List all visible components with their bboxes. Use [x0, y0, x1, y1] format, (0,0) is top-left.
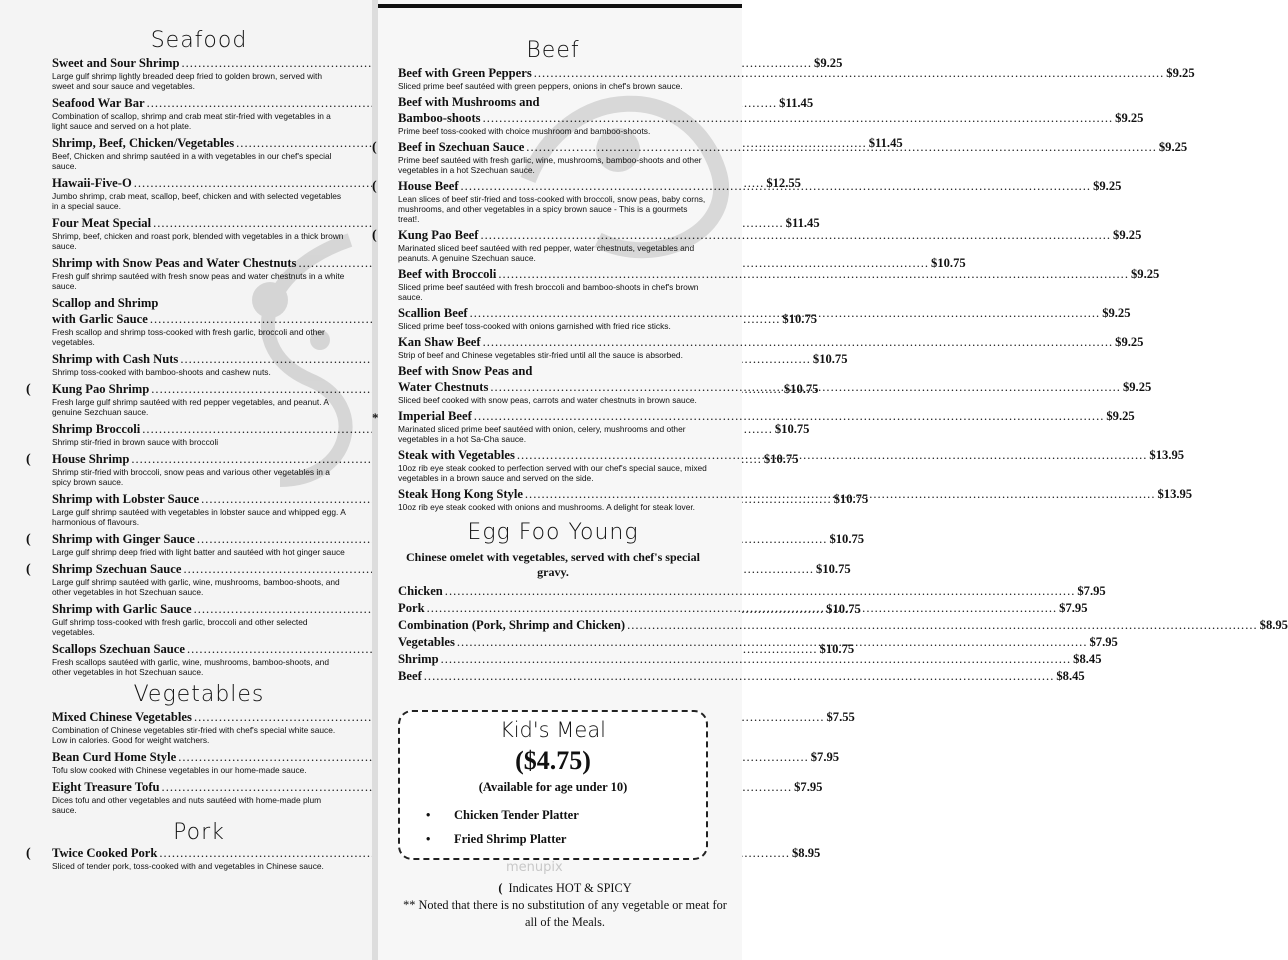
kids-meal-note: (Available for age under 10) [478, 780, 628, 794]
dot-leader [490, 380, 1121, 395]
item-price: $10.75 [833, 492, 869, 506]
item-name: Vegetables [398, 635, 455, 649]
item-price: $9.25 [1166, 66, 1195, 80]
item-price: $10.75 [774, 422, 810, 436]
dot-leader [483, 111, 1114, 126]
footer-notes [398, 880, 732, 931]
item-description: Sliced beef cooked with snow peas, carrots and water chestnuts in brown sauce. [398, 395, 697, 405]
kids-meal-box [398, 710, 708, 860]
kids-meal-price: ($4.75) [515, 746, 591, 775]
star-icon: * [372, 410, 379, 425]
item-description: Sliced of tender pork, toss-cooked with and vegetables in Chinese sauce. [52, 861, 324, 871]
item-name: with Garlic Sauce [52, 312, 148, 326]
hot-pepper-icon: ( [372, 228, 377, 243]
item-description: Shrimp, beef, chicken and roast pork, blended with vegetables in a thick brown sauce. [52, 231, 344, 251]
item-description: Large gulf shrimp lightly breaded deep fried to golden brown, served with sweet and sour sauce and vegetables. [52, 71, 323, 91]
item-price: $10.75 [829, 532, 865, 546]
item-price: $9.25 [1115, 335, 1144, 349]
item-description: Lean slices of beef stir-fried and toss-cooked with broccoli, snow peas, baby corns, mushrooms, and other vegetables in a spicy brown sauce - This is a gourmets treat!. [398, 194, 706, 224]
item-description: Dices tofu and other vegetables and nuts sautéed with home-made plum sauce. [52, 795, 322, 815]
item-price: $12.55 [766, 176, 801, 190]
bullet-icon: • [426, 832, 431, 846]
item-name: Shrimp with Snow Peas and Water Chestnuts [52, 256, 297, 270]
kids-meal-item-label: Chicken Tender Platter [454, 808, 579, 822]
item-price: $11.45 [868, 136, 903, 150]
substitution-note: ** Noted that there is no substitution of any vegetable or meat for all of the Meals. [403, 898, 727, 929]
item-name: Shrimp with Ginger Sauce [52, 532, 195, 546]
hot-pepper-icon: ( [498, 881, 503, 895]
item-price: $8.45 [1056, 669, 1085, 683]
menu-item [398, 669, 1085, 684]
dot-leader [627, 618, 1258, 633]
dot-leader [427, 601, 1058, 616]
item-name: Shrimp, Beef, Chicken/Vegetables [52, 136, 235, 150]
item-name: Beef with Snow Peas and [398, 364, 533, 378]
item-name: Sweet and Sour Shrimp [52, 56, 180, 70]
item-price: $9.25 [1102, 306, 1131, 320]
item-description: Shrimp stir-fried in brown sauce with broccoli [52, 437, 219, 447]
list-item [426, 803, 706, 827]
item-name: Beef in Szechuan Sauce [398, 140, 525, 154]
menu-item [398, 66, 1195, 91]
menu-item [398, 618, 1288, 633]
item-name: Shrimp with Lobster Sauce [52, 492, 200, 506]
item-price: $7.95 [1077, 584, 1106, 598]
item-name: Pork [398, 601, 425, 615]
item-price: $11.45 [779, 96, 814, 110]
item-price: $10.75 [812, 352, 848, 366]
dot-leader [441, 652, 1072, 667]
item-price: $7.95 [1089, 635, 1118, 649]
item-name-row [398, 228, 1142, 243]
item-description: Large gulf shrimp sautéed with vegetables in lobster sauce and whipped egg. A harmonious of flavours. [52, 507, 346, 527]
item-price: $9.25 [814, 56, 843, 70]
section-title: Seafood [150, 28, 248, 53]
dot-leader [445, 584, 1076, 599]
item-name: Kung Pao Shrimp [52, 382, 150, 396]
menu-item [398, 584, 1106, 599]
item-name: Combination (Pork, Shrimp and Chicken) [398, 618, 626, 632]
dot-leader [525, 487, 1156, 502]
item-description: Fresh large gulf shrimp sautéed with red pepper vegetables, and peanut. A genuine Sezchuan sauce. [52, 397, 329, 417]
item-name: Beef with Broccoli [398, 267, 497, 281]
item-price: $9.25 [1115, 111, 1144, 125]
item-price: $10.75 [819, 642, 855, 656]
item-description: Combination of Chinese vegetables stir-fried with chef's special white sauce. Low in calories. Good for weight watchers. [52, 725, 336, 745]
item-price: $13.95 [1149, 448, 1185, 462]
item-name-row [52, 846, 821, 861]
item-name: Shrimp with Cash Nuts [52, 352, 179, 366]
item-name-row [398, 111, 1144, 126]
item-price: $10.75 [782, 312, 818, 326]
item-name: Scallops Szechuan Sauce [52, 642, 185, 656]
item-name-row [398, 584, 1106, 599]
item-description: Fresh gulf shrimp sautéed with fresh snow peas and water chestnuts in a white sauce. [52, 271, 345, 291]
item-description: Large gulf shrimp sautéed with garlic, wine, mushrooms, bamboo-shoots, and other vegetables in hot Szechuan sauce. [52, 577, 340, 597]
hot-legend [398, 880, 732, 897]
item-description: 10oz rib eye steak cooked with onions and mushrooms. A delight for steak lover. [398, 502, 696, 512]
item-name: Beef [398, 669, 422, 683]
item-name-row [52, 256, 966, 271]
item-name-row [398, 618, 1288, 633]
list-item [426, 827, 706, 851]
item-price: $8.95 [791, 846, 821, 860]
item-description: Sliced prime beef sautéed with green peppers, onions in chef's brown sauce. [398, 81, 683, 91]
item-price: $8.95 [1259, 618, 1288, 632]
item-description: Sliced prime beef toss-cooked with onions garnished with fried rice sticks. [398, 321, 671, 331]
hot-legend-label: Indicates HOT & SPICY [508, 881, 632, 895]
section-title: Pork [173, 820, 225, 845]
dot-leader [457, 635, 1088, 650]
item-name: Beef with Mushrooms and [398, 95, 540, 109]
item-description: 10oz rib eye steak cooked to perfection served with our chef's special sauce, mixed vegetables in a brown sauce and served on the side. [398, 463, 707, 483]
item-description: Gulf shrimp toss-cooked with fresh garlic, broccoli and other selected vegetables. [52, 617, 308, 637]
menupix-watermark: menupix [506, 860, 563, 875]
item-name: Scallion Beef [398, 306, 468, 320]
dot-leader [498, 267, 1129, 282]
dot-leader [534, 66, 1165, 81]
item-name: Shrimp Broccoli [52, 422, 141, 436]
item-price: $10.75 [826, 602, 861, 616]
item-price: $7.95 [1059, 601, 1088, 615]
section-title: Vegetables [133, 682, 265, 707]
bullet-icon: • [426, 808, 431, 822]
section-title: Egg Foo Young [467, 520, 639, 545]
item-description: Tofu slow cooked with Chinese vegetables in our home-made sauce. [52, 765, 307, 775]
item-name: Shrimp [398, 652, 439, 666]
item-name-row [52, 56, 843, 71]
item-price: $9.25 [1093, 179, 1122, 193]
menu-item [398, 267, 1160, 302]
hot-pepper-icon: ( [372, 140, 377, 155]
item-name-row [52, 216, 820, 231]
hot-pepper-icon: ( [26, 532, 31, 547]
item-price: $9.25 [1113, 228, 1142, 242]
item-description: Marinated sliced prime beef sautéed with onion, celery, mushrooms and other vegetables in a hot Sa-Cha sauce. [398, 424, 686, 444]
kids-meal-title: Kid's Meal [499, 718, 607, 742]
item-name: Steak Hong Kong Style [398, 487, 523, 501]
item-name: Four Meat Special [52, 216, 152, 230]
item-description: Jumbo shrimp, crab meat, scallop, beef, chicken and with selected vegetables in a special sauce. [52, 191, 342, 211]
dot-leader [517, 448, 1148, 463]
item-description: Sliced prime beef sautéed with fresh broccoli and bamboo-shoots in chef's brown sauce. [398, 282, 699, 302]
item-name: Imperial Beef [398, 409, 472, 423]
item-price: $9.25 [1130, 267, 1160, 281]
item-description: Marinated sliced beef sautéed with red pepper, water chestnuts, vegetables and peanuts. A genuine Szechuan sauce. [398, 243, 695, 263]
item-name-row [398, 267, 1160, 282]
item-price: $9.25 [1122, 380, 1152, 394]
item-price: $13.95 [1157, 487, 1193, 501]
dot-leader [483, 335, 1114, 350]
item-name: Shrimp with Garlic Sauce [52, 602, 192, 616]
item-name: Hawaii-Five-O [52, 176, 132, 190]
item-price: $7.55 [826, 710, 855, 724]
section-subtitle: Chinese omelet with vegetables, served with chef's special gravy. [406, 550, 700, 579]
item-price: $9.25 [1158, 140, 1188, 154]
menu-item [398, 652, 1102, 667]
item-price: $10.75 [816, 562, 851, 576]
item-name: Eight Treasure Tofu [52, 780, 160, 794]
hot-pepper-icon: ( [26, 562, 31, 577]
item-name-row [398, 66, 1195, 81]
section-title: Beef [526, 38, 580, 63]
hot-pepper-icon: ( [372, 179, 377, 194]
dot-leader [424, 669, 1055, 684]
item-price: $10.75 [763, 452, 799, 466]
item-price: $7.95 [794, 780, 823, 794]
kids-meal-list [426, 803, 706, 851]
item-name: Seafood War Bar [52, 96, 145, 110]
item-description: Shrimp toss-cooked with bamboo-shoots and cashew nuts. [52, 367, 271, 377]
item-name: Chicken [398, 584, 443, 598]
item-price: $10.75 [931, 256, 966, 270]
item-description: Shrimp stir-fried with broccoli, snow peas and various other vegetables in a spicy brown sauce. [52, 467, 330, 487]
item-name: Scallop and Shrimp [52, 296, 159, 310]
hot-pepper-icon: ( [26, 846, 31, 861]
item-name-row [398, 409, 1135, 424]
dot-leader [461, 179, 1092, 194]
item-name: Mixed Chinese Vegetables [52, 710, 192, 724]
item-name: Water Chestnuts [398, 380, 489, 394]
dot-leader [474, 409, 1105, 424]
item-description: Fresh scallop and shrimp toss-cooked with fresh garlic, broccoli and other vegetables. [52, 327, 325, 347]
item-description: Strip of beef and Chinese vegetables stir-fried until all the sauce is absorbed. [398, 350, 683, 360]
dot-leader [480, 228, 1111, 243]
item-name: Bamboo-shoots [398, 111, 481, 125]
item-description: Fresh scallops sautéed with garlic, wine, mushrooms, bamboo-shoots, and other vegetables in hot Szechuan sauce. [52, 657, 329, 677]
hot-pepper-icon: ( [26, 452, 31, 467]
item-price: $8.45 [1073, 652, 1102, 666]
item-name: Kan Shaw Beef [398, 335, 481, 349]
hot-pepper-icon: ( [26, 382, 31, 397]
item-name: Kung Pao Beef [398, 228, 479, 242]
item-description: Combination of scallop, shrimp and crab meat stir-fried with vegetables in a light sauce and served on a hot plate. [52, 111, 331, 131]
item-price: $11.45 [785, 216, 820, 230]
item-name: Beef with Green Peppers [398, 66, 532, 80]
item-name: Twice Cooked Pork [52, 846, 158, 860]
item-name: House Beef [398, 179, 459, 193]
item-price: $9.25 [1106, 409, 1135, 423]
item-name-row [398, 669, 1085, 684]
kids-meal-item-label: Fried Shrimp Platter [454, 832, 567, 846]
item-name-row [398, 335, 1144, 350]
item-price: $7.95 [810, 750, 840, 764]
item-description: Prime beef toss-cooked with choice mushroom and bamboo-shoots. [398, 126, 651, 136]
item-name: House Shrimp [52, 452, 130, 466]
dot-leader [526, 140, 1157, 155]
item-name: Steak with Vegetables [398, 448, 515, 462]
item-name-row [398, 652, 1102, 667]
item-name: Bean Curd Home Style [52, 750, 177, 764]
item-name-row [52, 710, 855, 725]
item-description: Large gulf shrimp deep fried with light batter and sautéed with hot ginger sauce [52, 547, 345, 557]
item-description: Beef, Chicken and shrimp sautéed in a with vegetables in our chef's special sauce. [52, 151, 332, 171]
item-description: Prime beef sautéed with fresh garlic, wine, mushrooms, bamboo-shoots and other vegetables in a hot Szechuan sauce. [398, 155, 702, 175]
dot-leader [470, 306, 1101, 321]
item-price: $10.75 [783, 382, 819, 396]
item-name: Shrimp Szechuan Sauce [52, 562, 182, 576]
